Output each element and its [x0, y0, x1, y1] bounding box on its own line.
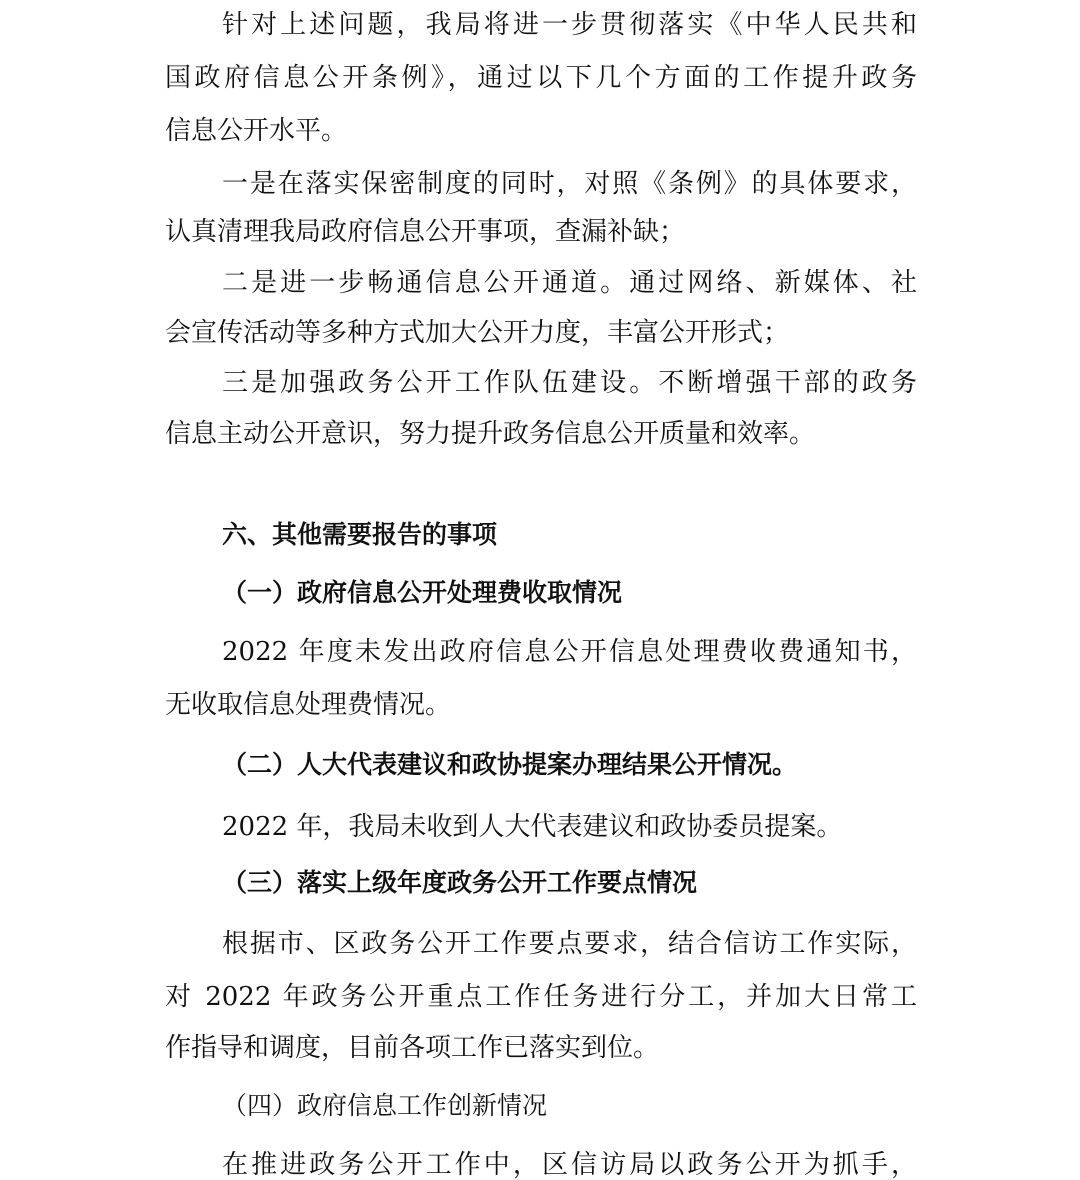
paragraph-line: 2022 年，我局未收到人大代表建议和政协委员提案。 [222, 812, 843, 842]
paragraph-line: 作指导和调度，目前各项工作已落实到位。 [165, 1033, 660, 1063]
subsection-heading: （四）政府信息工作创新情况 [222, 1091, 548, 1120]
paragraph-line: 二是进一步畅通信息公开通道。通过网络、新媒体、社 [222, 268, 917, 298]
paragraph-line: 对 2022 年政务公开重点工作任务进行分工，并加大日常工 [165, 982, 917, 1012]
paragraph-line: 针对上述问题，我局将进一步贯彻落实《中华人民共和 [222, 10, 917, 40]
paragraph-line: 信息主动公开意识，努力提升政务信息公开质量和效率。 [165, 419, 816, 449]
paragraph-line: 一是在落实保密制度的同时，对照《条例》的具体要求， [222, 169, 917, 199]
paragraph-line: 三是加强政务公开工作队伍建设。不断增强干部的政务 [222, 368, 917, 398]
subsection-heading: （三）落实上级年度政务公开工作要点情况 [222, 868, 698, 897]
section-heading: 六、其他需要报告的事项 [222, 520, 498, 549]
subsection-heading: （二）人大代表建议和政协提案办理结果公开情况。 [222, 750, 798, 779]
paragraph-line: 根据市、区政务公开工作要点要求，结合信访工作实际， [222, 929, 917, 959]
paragraph-line: 在推进政务公开工作中，区信访局以政务公开为抓手， [222, 1150, 917, 1180]
paragraph-line: 认真清理我局政府信息公开事项，查漏补缺； [165, 217, 686, 247]
subsection-heading: （一）政府信息公开处理费收取情况 [222, 578, 623, 607]
paragraph-line: 会宣传活动等多种方式加大公开力度，丰富公开形式； [165, 318, 790, 348]
paragraph-line: 无收取信息处理费情况。 [165, 690, 452, 720]
paragraph-line: 国政府信息公开条例》，通过以下几个方面的工作提升政务 [165, 63, 917, 93]
paragraph-line: 信息公开水平。 [165, 116, 348, 146]
paragraph-line: 2022 年度未发出政府信息公开信息处理费收费通知书， [222, 637, 917, 667]
